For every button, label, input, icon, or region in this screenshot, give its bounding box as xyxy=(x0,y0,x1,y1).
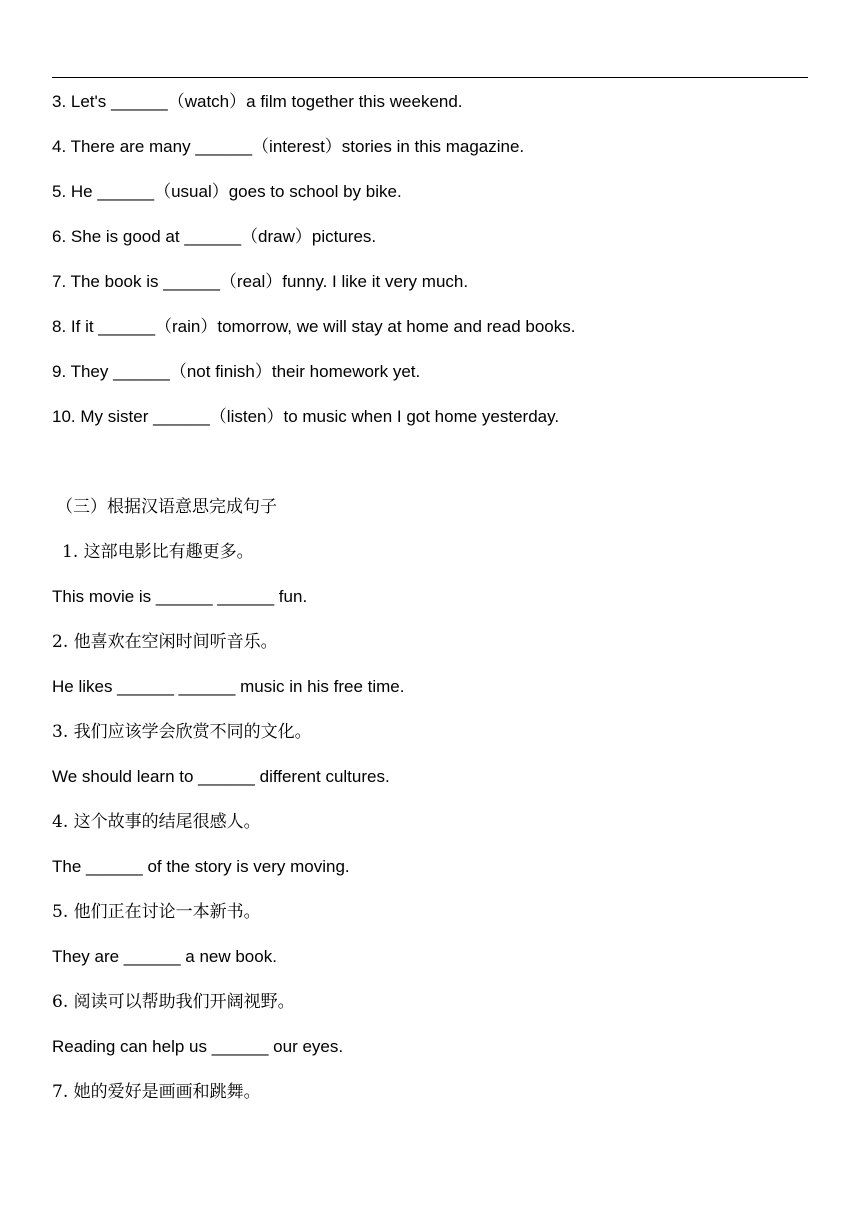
translation-answer-3: We should learn to ______ different cultures. xyxy=(52,767,390,786)
translation-prompt-1: 1. 这部电影比有趣更多。 xyxy=(62,542,254,562)
exercise-item-7: 7. The book is ______（real）funny. I like it very much. xyxy=(52,272,469,291)
translation-prompt-7: 7. 她的爱好是画画和跳舞。 xyxy=(52,1082,261,1102)
translation-prompt-6: 6. 阅读可以帮助我们开阔视野。 xyxy=(52,992,295,1012)
translation-prompt-2: 2. 他喜欢在空闲时间听音乐。 xyxy=(52,632,278,652)
translation-prompt-4: 4. 这个故事的结尾很感人。 xyxy=(52,812,261,832)
section-3-title: （三）根据汉语意思完成句子 xyxy=(56,497,277,517)
exercise-item-4: 4. There are many ______（interest）stories in this magazine. xyxy=(52,137,525,156)
exercise-item-10: 10. My sister ______（listen）to music when I got home yesterday. xyxy=(52,407,560,426)
exercise-item-8: 8. If it ______（rain）tomorrow, we will stay at home and read books. xyxy=(52,317,576,336)
translation-answer-6: Reading can help us ______ our eyes. xyxy=(52,1037,344,1056)
translation-answer-2: He likes ______ ______ music in his free time. xyxy=(52,677,405,696)
translation-answer-5: They are ______ a new book. xyxy=(52,947,277,966)
exercise-item-9: 9. They ______（not finish）their homework yet. xyxy=(52,362,421,381)
exercise-item-6: 6. She is good at ______（draw）pictures. xyxy=(52,227,377,246)
translation-prompt-3: 3. 我们应该学会欣赏不同的文化。 xyxy=(52,722,312,742)
header-rule xyxy=(52,77,808,78)
translation-prompt-5: 5. 他们正在讨论一本新书。 xyxy=(52,902,261,922)
exercise-item-5: 5. He ______（usual）goes to school by bike. xyxy=(52,182,402,201)
translation-answer-4: The ______ of the story is very moving. xyxy=(52,857,350,876)
translation-answer-1: This movie is ______ ______ fun. xyxy=(52,587,308,606)
exercise-item-3: 3. Let's ______（watch）a film together this weekend. xyxy=(52,92,463,111)
